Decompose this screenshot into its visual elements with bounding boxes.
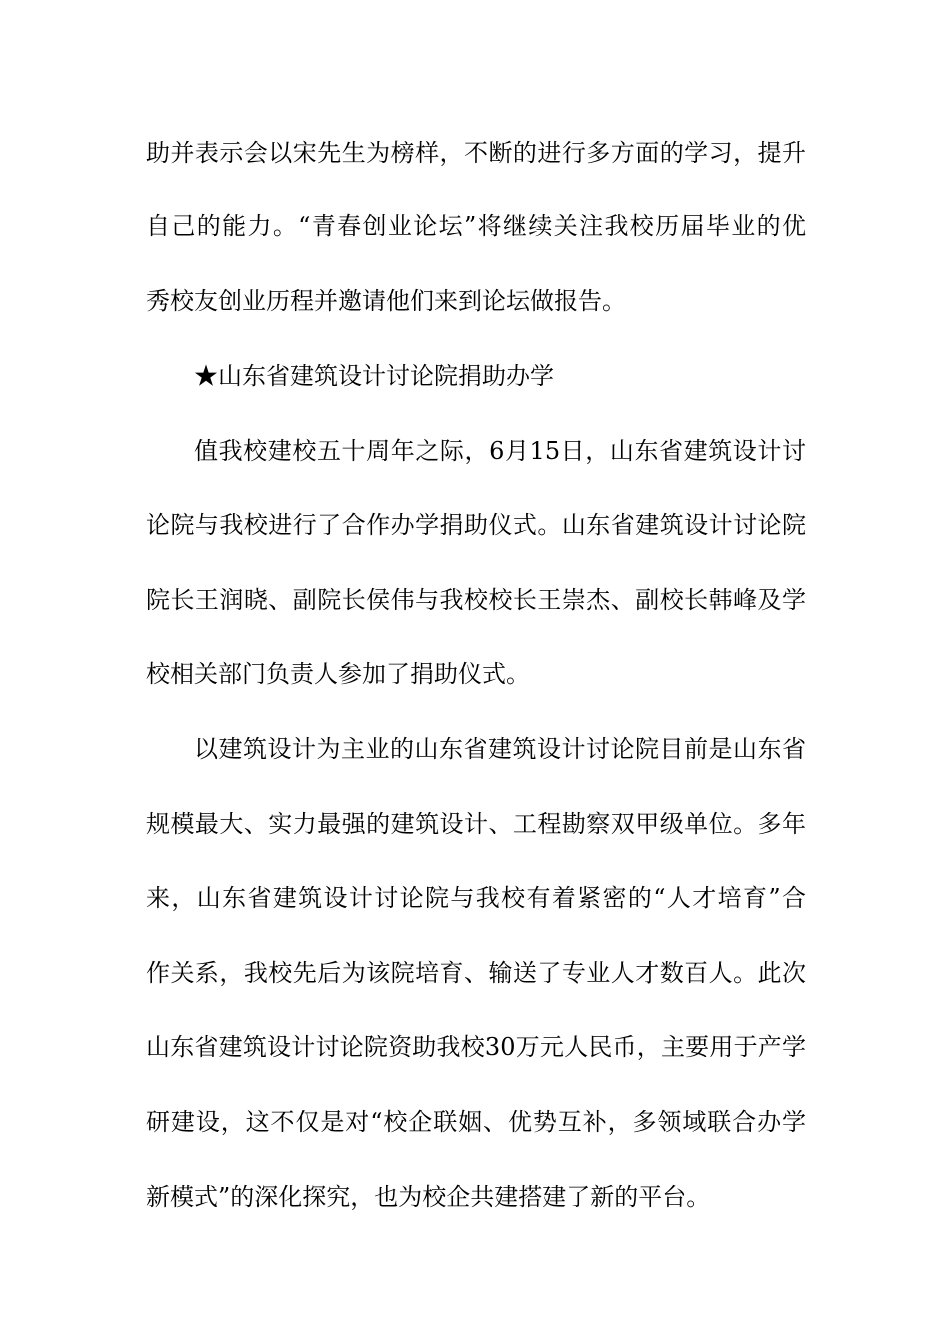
section-heading: ★山东省建筑设计讨论院捐助办学 — [194, 362, 554, 390]
paragraph-line-14: 研建设，这不仅是对“校企联姻、优势互补，多领域联合办学 — [146, 1108, 806, 1136]
paragraph-line-13: 山东省建筑设计讨论院资助我校30万元人民币，主要用于产学 — [146, 1033, 806, 1061]
paragraph-line-1: 助并表示会以宋先生为榜样，不断的进行多方面的学习，提升 — [146, 139, 806, 167]
paragraph-line-15: 新模式”的深化探究，也为校企共建搭建了新的平台。 — [146, 1183, 711, 1211]
paragraph-line-7: 院长王润晓、副院长侯伟与我校校长王崇杰、副校长韩峰及学 — [146, 586, 806, 614]
paragraph-line-8: 校相关部门负责人参加了捐助仪式。 — [146, 660, 530, 688]
paragraph-line-6: 论院与我校进行了合作办学捐助仪式。山东省建筑设计讨论院 — [146, 511, 806, 539]
paragraph-line-12: 作关系，我校先后为该院培育、输送了专业人才数百人。此次 — [146, 959, 806, 987]
paragraph-line-2: 自己的能力。“青春创业论坛”将继续关注我校历届毕业的优 — [146, 212, 806, 240]
paragraph-line-10: 规模最大、实力最强的建筑设计、工程勘察双甲级单位。多年 — [146, 810, 806, 838]
paragraph-line-5: 值我校建校五十周年之际，6月15日，山东省建筑设计讨 — [194, 437, 806, 465]
paragraph-line-3: 秀校友创业历程并邀请他们来到论坛做报告。 — [146, 287, 626, 315]
paragraph-line-9: 以建筑设计为主业的山东省建筑设计讨论院目前是山东省 — [194, 735, 806, 763]
paragraph-line-11: 来，山东省建筑设计讨论院与我校有着紧密的“人才培育”合 — [146, 884, 806, 912]
